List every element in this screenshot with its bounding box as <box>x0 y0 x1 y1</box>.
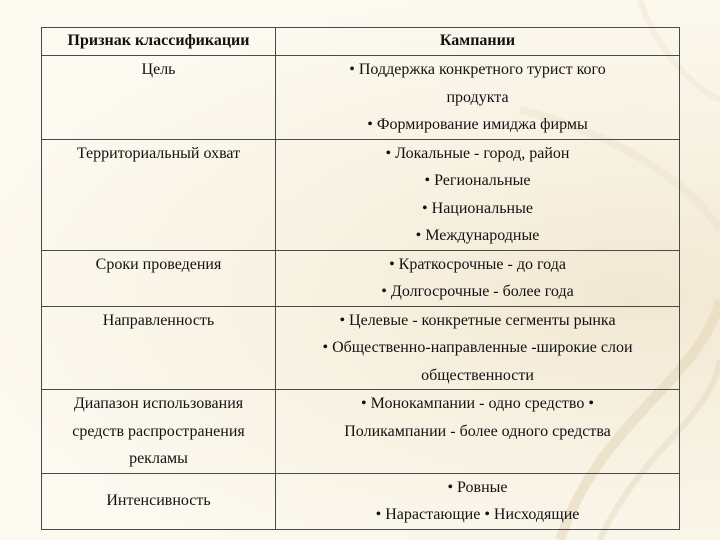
criterion-cell <box>42 250 276 306</box>
campaign-item: • Международные <box>415 227 540 244</box>
criterion-text: средств распространения <box>72 422 245 440</box>
campaign-item: • Нарастающие • Нисходящие <box>375 506 580 523</box>
criterion-text: Диапазон использования <box>73 395 244 412</box>
table-row <box>42 306 680 390</box>
criterion-cell <box>42 473 276 529</box>
criterion-text: Цель <box>141 61 176 78</box>
campaigns-cell <box>276 473 680 529</box>
header-campaigns: Кампании <box>276 28 680 56</box>
campaign-item: общественности <box>421 366 534 384</box>
campaign-item: • Локальные - город, район <box>385 144 570 162</box>
campaign-item: • Национальные <box>422 199 533 217</box>
criterion-text: Направленность <box>102 311 215 329</box>
criterion-text: Интенсивность <box>106 492 211 510</box>
classification-table <box>41 27 680 530</box>
campaign-item: • Общественно-направленные -широкие слои <box>322 339 633 356</box>
campaign-item: • Поддержка конкретного турист кого <box>349 61 606 78</box>
campaign-item: • Ровные <box>447 478 508 496</box>
campaigns-cell <box>276 56 680 140</box>
table-row <box>42 473 680 529</box>
campaign-item: продукта <box>446 88 509 106</box>
campaign-item: • Целевые - конкретные сегменты рынка <box>339 311 616 329</box>
table-row <box>42 390 680 474</box>
criterion-cell <box>42 390 276 474</box>
criterion-text: рекламы <box>129 450 188 467</box>
table-row <box>42 56 680 140</box>
campaigns-cell <box>276 306 680 390</box>
table-row <box>42 139 680 250</box>
table-row <box>42 250 680 306</box>
campaign-item: • Региональные <box>424 172 531 189</box>
campaign-item: • Монокампании - одно средство • <box>361 395 594 412</box>
criterion-text: Сроки проведения <box>95 255 222 273</box>
table-header-row <box>42 28 680 56</box>
criterion-text: Территориальный охват <box>76 144 241 162</box>
campaigns-cell <box>276 390 680 474</box>
criterion-cell <box>42 139 276 250</box>
criterion-cell <box>42 306 276 390</box>
campaign-item: • Долгосрочные - более года <box>381 283 574 300</box>
campaign-item: Поликампании - более одного средства <box>344 422 611 440</box>
campaign-item: • Формирование имиджа фирмы <box>367 116 588 133</box>
criterion-cell <box>42 56 276 140</box>
header-criterion: Признак классификации <box>42 28 276 56</box>
campaign-item: • Краткосрочные - до года <box>389 255 566 273</box>
campaigns-cell <box>276 250 680 306</box>
campaigns-cell <box>276 139 680 250</box>
